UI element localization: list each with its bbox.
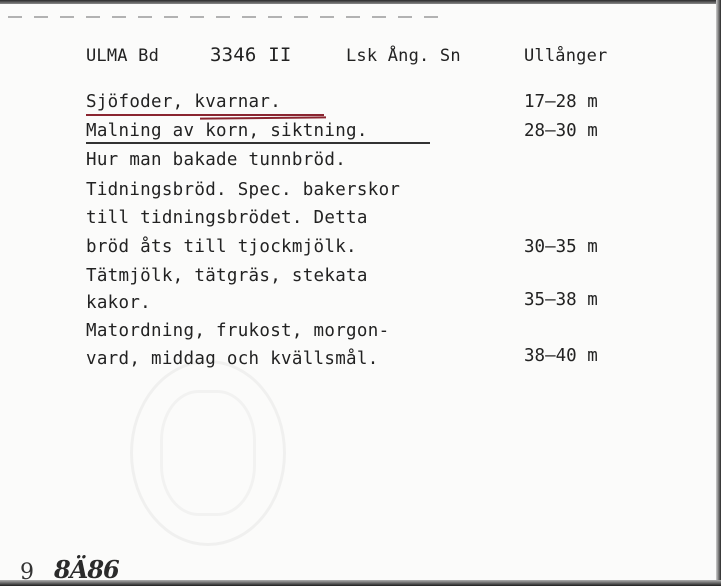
card-right-edge bbox=[716, 0, 721, 586]
perforation-line bbox=[8, 16, 438, 18]
entry-line-6: bröd åts till tjockmjölk. bbox=[86, 237, 357, 257]
entry-line-4: Tidningsbröd. Spec. bakerskor bbox=[86, 180, 401, 200]
entry-pages-6: 30–35 m bbox=[524, 237, 598, 257]
entry-line-2: Malning av korn, siktning. bbox=[86, 121, 368, 141]
entry-pages-10: 38–40 m bbox=[524, 346, 598, 366]
handwritten-signature: 8Ä86 bbox=[54, 555, 119, 584]
entry-pages-2: 28–30 m bbox=[524, 121, 598, 141]
entry-line-9: Matordning, frukost, morgon- bbox=[86, 321, 390, 341]
red-underline bbox=[86, 114, 324, 116]
entry-pages-1: 17–28 m bbox=[524, 92, 598, 112]
header-region: Lsk Ång. Sn bbox=[346, 46, 461, 66]
dark-underline bbox=[86, 142, 430, 144]
footer-number: 9 bbox=[20, 560, 34, 585]
entry-line-3: Hur man bakade tunnbröd. bbox=[86, 150, 347, 170]
entry-line-7: Tätmjölk, tätgräs, stekata bbox=[86, 266, 368, 286]
entry-line-8: kakor. bbox=[86, 293, 152, 313]
entry-line-1: Sjöfoder, kvarnar. bbox=[86, 92, 282, 112]
header-number: 3346 II bbox=[210, 44, 292, 66]
entry-line-5: till tidningsbrödet. Detta bbox=[86, 208, 368, 228]
card-top-edge bbox=[0, 0, 721, 4]
entry-line-10: vard, middag och kvällsmål. bbox=[86, 349, 379, 369]
header-parish: Ullånger bbox=[524, 46, 608, 66]
red-underline-stroke bbox=[200, 116, 326, 119]
header-archive: ULMA Bd bbox=[86, 46, 160, 66]
entry-pages-8: 35–38 m bbox=[524, 290, 598, 310]
bleed-through-mark-inner bbox=[160, 390, 256, 516]
